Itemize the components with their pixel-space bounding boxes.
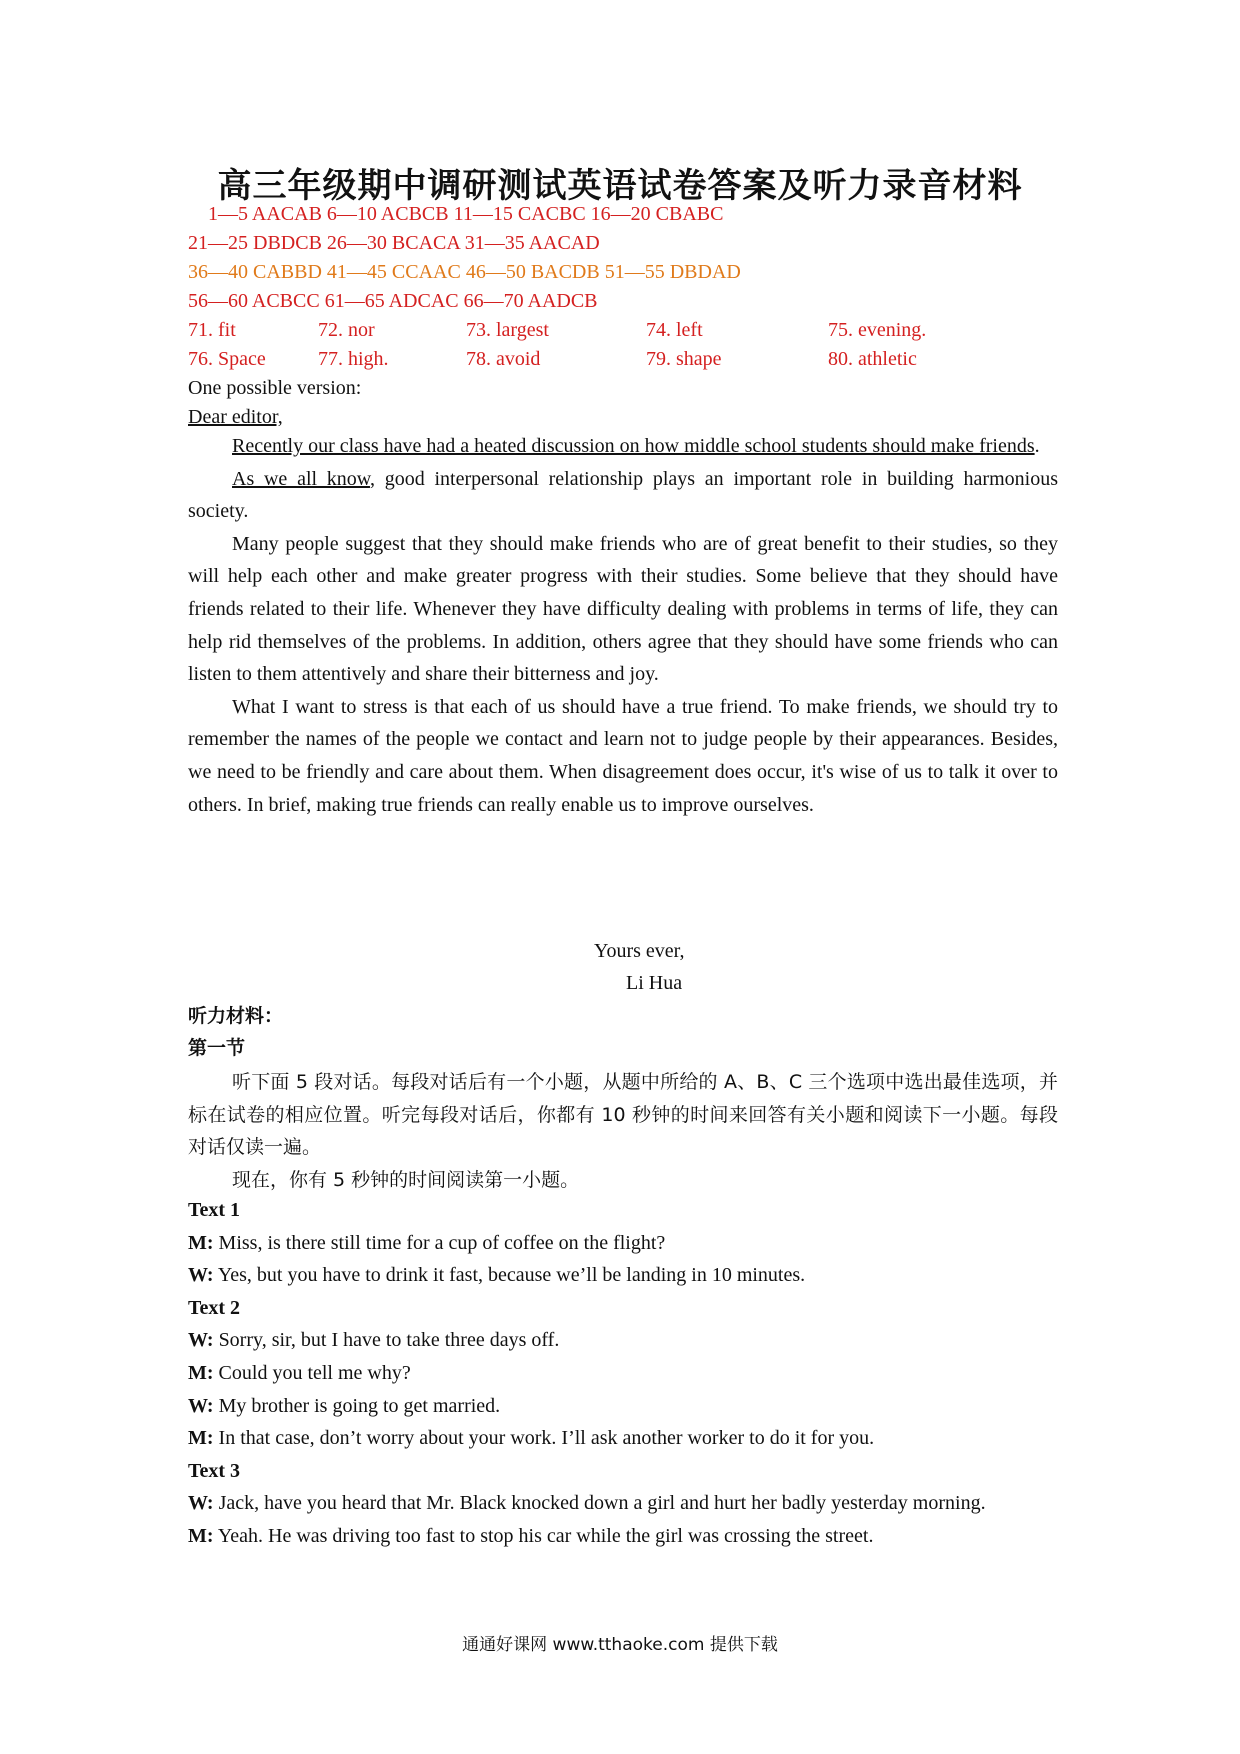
fill-answer: 77. high. [318,348,389,370]
listening-heading: 听力材料： [188,1005,284,1027]
dialogue-line: M: Miss, is there still time for a cup of coffee on the flight? [188,1231,666,1254]
fill-answer: 72. nor [318,319,375,341]
dialogue-line: M: Yeah. He was driving too fast to stop his car while the girl was crossing the street. [188,1524,874,1547]
fill-answer: 76. Space [188,348,266,370]
fill-answer: 79. shape [646,348,722,370]
answer-row-1: 1—5 AACAB 6—10 ACBCB 11—15 CACBC 16—20 CBABC [208,203,724,225]
text-label: Text 2 [188,1296,241,1319]
answer-row-2: 21—25 DBDCB 26—30 BCACA 31—35 AACAD [188,232,600,254]
essay-signature: Li Hua [626,972,683,994]
fill-answer: 75. evening. [828,319,927,341]
essay-intro: One possible version: [188,377,362,399]
essay-closing: Yours ever, [594,940,685,962]
fill-answer: 74. left [646,319,703,341]
essay-paragraph-4: What I want to stress is that each of us should have a true friend. To make friends, we should try to remember the names of the people we contact and learn not to judge people by their appearances. Besides, we need to be friendly and care about them. When disagreement does occur, it's wise of us to talk it over to others. In brief, making true friends can really enable us to improve ourselves. [188,695,1058,816]
listening-instructions [188,1066,1058,1196]
answer-row-3: 36—40 CABBD 41—45 CCAAC 46—50 BACDB 51—55 DBDAD [188,261,741,283]
dialogue-line: M: Could you tell me why? [188,1361,411,1384]
page-title: 高三年级期中调研测试英语试卷答案及听力录音材料 [217,166,1023,206]
dialogue-line: M: In that case, don’t worry about your work. I’ll ask another worker to do it for you. [188,1427,875,1450]
dialogue-section [188,1194,1048,1553]
fill-answer: 78. avoid [466,348,541,370]
essay-paragraph-2: As we all know, good interpersonal relationship plays an important role in building harmonious society. [188,467,1058,523]
essay-greeting: Dear editor, [188,406,283,428]
fill-answer: 71. fit [188,319,236,341]
page-footer: 通通好课网 www.tthaoke.com 提供下载 [462,1635,778,1655]
listening-section: 第一节 [188,1037,246,1059]
answer-row-4: 56—60 ACBCC 61—65 ADCAC 66—70 AADCB [188,290,598,312]
dialogue-line: W: Jack, have you heard that Mr. Black knocked down a girl and hurt her badly yesterday morning. [188,1492,986,1515]
essay-paragraph-1: Recently our class have had a heated discussion on how middle school students should make friends. [232,435,1040,457]
text-label: Text 1 [188,1199,241,1221]
essay-paragraph-3: Many people suggest that they should make friends who are of great benefit to their studies, so they will help each other and make greater progress with their studies. Some believe that they should have friends related to their life. Whenever they have difficulty dealing with problems in terms of life, they can help rid themselves of the problems. In addition, others agree that they should have some friends who can listen to them attentively and share their bitterness and joy. [188,532,1058,686]
dialogue-line: W: My brother is going to get married. [188,1394,501,1417]
dialogue-line: W: Yes, but you have to drink it fast, because we’ll be landing in 10 minutes. [188,1264,806,1287]
instruction-1: 听下面 5 段对话。每段对话后有一个小题，从题中所给的 A、B、C 三个选项中选出最佳选项，并标在试卷的相应位置。听完每段对话后，你都有 10 秒钟的时间来回答有关小题和阅读下一小题。每段对话仅读一遍。 [188,1071,1058,1159]
text-label: Text 3 [188,1459,241,1482]
dialogue-line: W: Sorry, sir, but I have to take three days off. [188,1329,560,1352]
fill-answer: 73. largest [466,319,549,341]
instruction-2: 现在，你有 5 秒钟的时间阅读第一小题。 [232,1168,580,1191]
fill-answer: 80. athletic [828,348,917,370]
essay-body [188,430,1058,821]
